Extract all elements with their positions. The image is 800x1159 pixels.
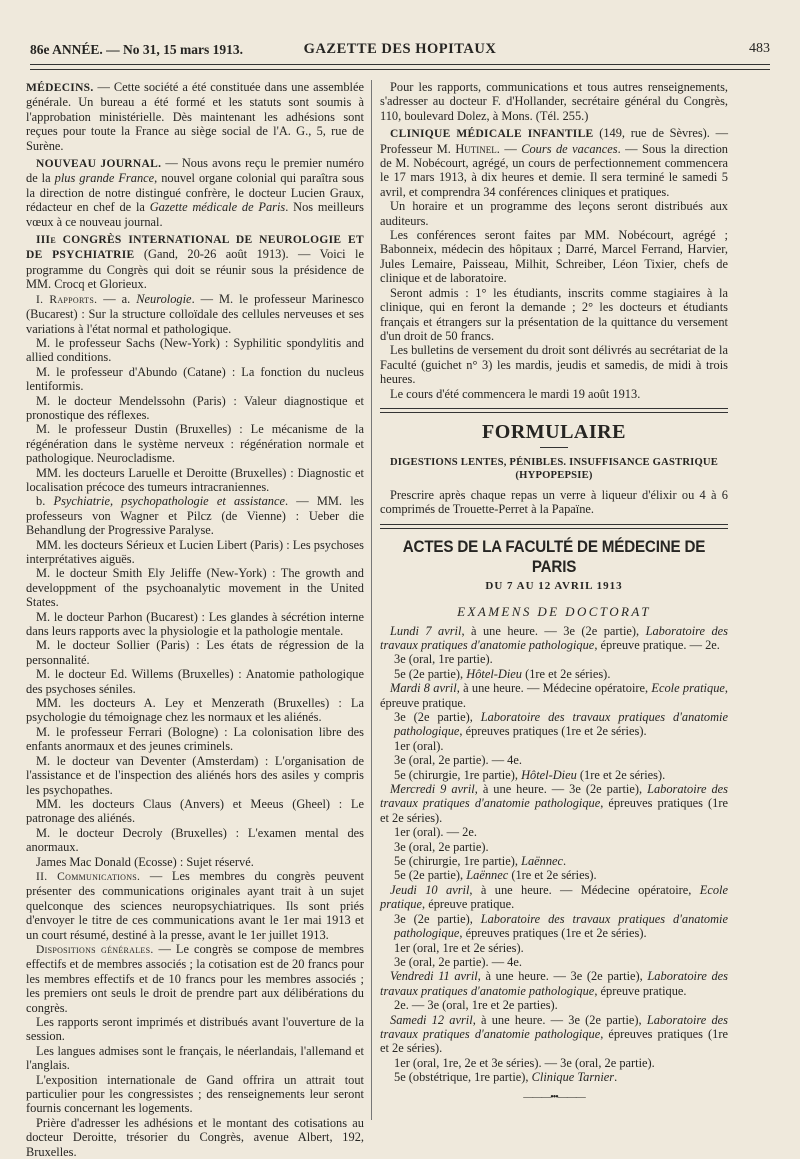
list-item: Prière d'adresser les adhésions et le montant des cotisations au docteur Deroitte, trésorier du Congrès, avenue Albert, 192, Bruxelles. xyxy=(26,1115,364,1159)
list-item: M. le professeur d'Abundo (Catane) : La fonction du nucleus lentiformis. xyxy=(26,364,364,394)
exam-day: Mardi 8 avril xyxy=(390,681,457,696)
exam-text: , épreuve pratique. xyxy=(422,897,515,912)
exam-text: 3e (oral, 2e partie). — 4e. xyxy=(394,954,522,969)
list-item: Le cours d'été commencera le mardi 19 août 1913. xyxy=(390,386,641,401)
exam-text: . xyxy=(614,1070,618,1085)
exam-day: Jeudi 10 avril xyxy=(390,882,470,897)
paragraph-text: — Cette société a été constituée dans une assemblée générale. Un bureau a été formé et les statuts sont soumis à l'approbation ministérielle. Dès maintenant les adhésions sont reçues pour toute la France au siège social de l'A. G., 5, rue de Surène. xyxy=(26,80,364,153)
paragraph-text: . — M. le professeur Marinesco (Bucarest) : Sur la structure colloïdale des cellules nerveuses et ses variations à l'état normal et pathologique. xyxy=(26,291,364,336)
exam-text: 5e (chirurgie, 1re partie), xyxy=(394,854,522,869)
list-item: M. le professeur Ferrari (Bologne) : La colonisation libre des enfants anormaux et des jeunes criminels. xyxy=(26,724,364,754)
formulaire-title: FORMULAIRE xyxy=(482,420,626,443)
paragraph-text: . — xyxy=(496,141,522,156)
actes-title: ACTES DE LA FACULTÉ DE MÉDECINE DE PARIS xyxy=(402,537,706,576)
exam-text: 2e. — 3e (oral, 1re et 2e parties). xyxy=(394,998,558,1013)
exam-text: 5e (chirurgie, 1re partie), xyxy=(394,767,522,782)
italic-text: Psychiatrie, psychopathologie et assistance xyxy=(53,494,285,509)
exam-text: , épreuve pratique. xyxy=(594,983,687,998)
section-rule xyxy=(380,524,728,529)
exam-text: 1er (oral, 1re et 2e séries). xyxy=(394,940,524,955)
actes-date: DU 7 AU 12 AVRIL 1913 xyxy=(485,579,623,592)
exam-line xyxy=(380,969,728,998)
paragraph: Pour les rapports, communications et tous autres renseignements, s'adresser au docteur F. d'Hollander, secrétaire général du Congrès, 110, boulevard Dolez, à Mons. (Tél. 255.) xyxy=(380,80,728,123)
italic-text: Gazette médicale de Paris xyxy=(149,200,286,215)
exam-text: 1er (oral). — 2e. xyxy=(394,825,477,840)
paragraph-text: . Nos meilleurs vœux à ce nouveau journal. xyxy=(26,200,364,229)
exam-text: 1er (oral). xyxy=(394,738,444,753)
paragraph xyxy=(26,292,364,336)
exam-text: , à une heure. — 3e (2e partie), xyxy=(461,623,646,638)
exam-location: Laboratoire des travaux pratiques d'anatomie pathologique xyxy=(380,623,729,652)
exam-text: (1re et 2e séries). xyxy=(576,767,666,782)
page-number: 483 xyxy=(749,41,770,56)
paragraph-text: — Le congrès se compose de membres effectifs et de membres associés ; la cotisation est de 20 francs pour les membres effectifs et de 10 francs pour les membres associés ; les premiers ont seuls le droit de prendre part aux délibérations du congrès. xyxy=(26,941,364,1015)
exam-text: . xyxy=(563,854,567,869)
exam-line xyxy=(380,710,728,739)
exam-text: , épreuves pratiques (1re et 2e séries). xyxy=(380,796,728,825)
list-item: James Mac Donald (Ecosse) : Sujet réservé. xyxy=(36,854,254,869)
exam-line xyxy=(380,912,728,941)
section-rule xyxy=(380,408,728,413)
list-item: Les bulletins de versement du droit sont délivrés au secrétariat de la Faculté (guichet n° 3) les mardis, jeudis et samedis, de midi à trois heures. xyxy=(380,343,728,387)
paragraph xyxy=(26,80,364,153)
exam-day: Vendredi 11 avril xyxy=(390,969,478,984)
exam-day: Mercredi 9 avril xyxy=(390,782,475,797)
left-column xyxy=(26,80,364,1159)
list-item: M. le docteur Parhon (Bucarest) : Les glandes à sécrétion interne dans leurs rapports avec la physiologie et la pathologie mentale. xyxy=(26,609,364,639)
section-label: IIIe CONGRÈS INTERNATIONAL DE NEUROLOGIE ET DE PSYCHIATRIE xyxy=(26,234,364,262)
exam-line xyxy=(380,955,728,969)
list-item: L'exposition internationale de Gand offrira un attrait tout particulier pour les congressistes ; des renseignements leur seront fournis concernant les logements. xyxy=(26,1072,364,1116)
exam-line xyxy=(380,739,728,753)
italic-text: Cours de vacances xyxy=(521,141,618,156)
list-item: M. le docteur Ed. Willems (Bruxelles) : Anatomie pathologique des psychoses séniles. xyxy=(26,667,364,696)
section-label: MÉDECINS. xyxy=(26,82,94,94)
exam-text: 3e (oral, 1re partie). xyxy=(394,652,493,667)
exam-day: Samedi 12 avril xyxy=(390,1012,473,1027)
exam-line xyxy=(380,998,728,1012)
exam-line xyxy=(380,840,728,854)
exam-line xyxy=(380,624,728,653)
exam-text: , épreuves pratiques (1re et 2e séries). xyxy=(380,1026,728,1056)
list-item: MM. les docteurs Laruelle et Deroitte (Bruxelles) : Diagnostic et localisation précoce des tumeurs intracraniennes. xyxy=(26,465,364,494)
exam-text: 1er (oral, 1re, 2e et 3e séries). — 3e (oral, 2e partie). xyxy=(394,1055,655,1070)
exam-text: , à une heure. — Médecine opératoire, xyxy=(469,882,700,897)
list-item: MM. les docteurs Sérieux et Lucien Libert (Paris) : Les psychoses interprétatives aiguës. xyxy=(26,537,364,566)
exam-text: 3e (2e partie), xyxy=(394,911,481,926)
exam-location: Hôtel-Dieu xyxy=(466,666,522,681)
header-rule xyxy=(30,64,770,70)
exam-text: 5e (2e partie), xyxy=(394,868,467,883)
list-item: MM. les docteurs A. Ley et Menzerath (Bruxelles) : La psychologie du témoignage chez les normaux et les aliénés. xyxy=(26,696,364,725)
exam-text: , à une heure. — Médecine opératoire, xyxy=(456,681,652,696)
exam-text: , à une heure. — 3e (2e partie), xyxy=(477,969,648,984)
exam-location: Ecole pratique xyxy=(651,681,725,696)
section-label: NOUVEAU JOURNAL. xyxy=(36,158,162,171)
exam-text: (1re et 2e séries). xyxy=(508,868,597,883)
professor-name: Hutinel xyxy=(455,141,497,156)
exam-text: 3e (oral, 2e partie). xyxy=(394,839,489,854)
exam-day: Lundi 7 avril xyxy=(390,623,462,638)
paragraph-text: . — MM. les professeurs von Wagner et Pilcz (de Vienne) : Ueber die Behandlung der Progressive Paralyse. xyxy=(26,494,364,538)
exam-location: Ecole pratique xyxy=(380,882,728,912)
paragraph-text: — a. xyxy=(97,291,137,306)
exam-line xyxy=(380,941,728,955)
list-item: M. le docteur Mendelssohn (Paris) : Valeur diagnostique et pronostique des réflexes. xyxy=(26,393,364,422)
section-label: I. Rapports. xyxy=(36,293,98,306)
exam-location: Laboratoire des travaux pratiques d'anatomie pathologique xyxy=(394,911,728,941)
exam-text: , à une heure. — 3e (2e partie), xyxy=(472,1012,647,1027)
exam-list xyxy=(380,624,728,1085)
exam-line xyxy=(380,1056,728,1070)
section-label: Dispositions générales. xyxy=(36,943,154,956)
exam-line xyxy=(380,768,728,782)
paragraph-text: — Nous avons reçu le premier numéro de la xyxy=(26,156,364,186)
exam-line xyxy=(380,782,728,825)
page-header xyxy=(30,38,770,60)
paragraph-text: b. xyxy=(36,494,54,509)
paragraph-text: (149, rue de Sèvres). — Professeur M. xyxy=(380,126,728,156)
paragraph xyxy=(26,494,364,537)
paragraph xyxy=(380,126,728,199)
exam-line xyxy=(380,825,728,839)
journal-title: GAZETTE DES HOPITAUX xyxy=(303,41,497,57)
examens-title: EXAMENS DE DOCTORAT xyxy=(457,604,651,620)
exam-location: Clinique Tarnier xyxy=(531,1070,615,1085)
list-item: M. le docteur van Deventer (Amsterdam) : L'organisation de l'assistance et de l'inspection des aliénés hors des asiles y compris les psychopathes. xyxy=(26,753,364,797)
formulaire-subheading: DIGESTIONS LENTES, PÉNIBLES. INSUFFISANCE GASTRIQUE (HYPOPEPSIE) xyxy=(389,456,719,481)
exam-text: , à une heure. — 3e (2e partie), xyxy=(474,782,648,797)
exam-text: 3e (2e partie), xyxy=(394,710,481,724)
list-item: M. le docteur Decroly (Bruxelles) : L'examen mental des anormaux. xyxy=(26,825,364,855)
exam-location: Laënnec xyxy=(521,854,564,869)
exam-line xyxy=(380,753,728,767)
list-item: Les langues admises sont le français, le néerlandais, l'allemand et l'anglais. xyxy=(26,1043,364,1073)
list-item: Les conférences seront faites par MM. Nobécourt, agrégé ; Babonneix, médecin des hôpitaux ; Darré, Marcel Ferrand, Harvier, Jules Lemaire, Paisseau, Milhit, Schreiber, Léon Tixier, chefs de clinique et de laboratoire. xyxy=(380,228,728,286)
list-item: M. le professeur Sachs (New-York) : Syphilitic spondylitis and allied conditions. xyxy=(26,335,364,365)
list-item: Seront admis : 1° les étudiants, inscrits comme stagiaires à la clinique, qui en feront la demande ; 2° les docteurs et étudiants français et étrangers sur la présentation de la quittance du versement d'un droit de 50 francs. xyxy=(380,285,728,343)
exam-location: Laënnec xyxy=(466,868,509,883)
paragraph xyxy=(26,942,364,1015)
list-item: M. le professeur Dustin (Bruxelles) : Le mécanisme de la régénération dans le système nerveux : régénération normale et pathologique. Neurocladisme. xyxy=(26,422,364,466)
exam-location: Laboratoire des travaux pratiques d'anatomie pathologique xyxy=(394,710,728,739)
short-rule xyxy=(540,447,568,448)
list-item: MM. les docteurs Claus (Anvers) et Meeus (Gheel) : Le patronage des aliénés. xyxy=(26,796,364,826)
list-item: M. le docteur Smith Ely Jeliffe (New-York) : The growth and developpment of the psychoanalytic movement in the United States. xyxy=(26,566,364,610)
exam-text: , épreuves pratiques (1re et 2e séries). xyxy=(459,926,647,941)
section-label: CLINIQUE MÉDICALE INFANTILE xyxy=(390,128,594,141)
right-column xyxy=(380,80,728,1105)
exam-line xyxy=(380,1013,728,1056)
paragraph xyxy=(26,232,364,292)
exam-line xyxy=(380,868,728,882)
exam-location: Laboratoire des travaux pratiques d'anatomie pathologique xyxy=(380,969,729,998)
exam-text: , épreuve pratique. — 2e. xyxy=(594,637,720,652)
list-item: Un horaire et un programme des leçons seront distribués aux auditeurs. xyxy=(380,199,728,228)
column-divider xyxy=(371,80,372,1120)
exam-line xyxy=(380,681,728,710)
exam-text: 5e (2e partie), xyxy=(394,666,467,681)
paragraph-text: — Les membres du congrès peuvent présenter des communications originales ayant trait à un sujet quelconque des sciences neuropsychiatriques. Ils sont priés d'envoyer le titre de ces communications avant le 1er mai 1913 et un court résumé, destiné à la presse, avant le 1er juillet 1913. xyxy=(26,868,364,942)
section-label: II. Communications. xyxy=(36,870,141,883)
exam-line xyxy=(380,667,728,681)
exam-line xyxy=(380,854,728,868)
paragraph xyxy=(26,156,364,229)
exam-text: 3e (oral, 2e partie). — 4e. xyxy=(394,753,522,768)
exam-text: (1re et 2e séries). xyxy=(522,666,611,681)
paragraph-text: . — Sous la direction de M. Nobécourt, agrégé, un cours de perfectionnement commencera le 17 mars 1913, à dix heures et demie. Il sera terminé le samedi 5 avril, et comprendra 34 conférences cliniques et pratiques. xyxy=(380,141,728,199)
exam-line xyxy=(380,883,728,912)
italic-text: plus grande France xyxy=(54,171,155,186)
paragraph-text: , nouvel organe colonial qui paraîtra sous la direction de notre distingué confrère, le docteur Lucien Graux, rédacteur en chef de la xyxy=(26,171,364,215)
exam-location: Laboratoire des travaux pratiques d'anatomie pathologique xyxy=(380,1012,729,1041)
formulaire-text: Prescrire après chaque repas un verre à liqueur d'élixir ou 4 à 6 comprimés de Trouette-Perret à la Papaïne. xyxy=(380,487,728,517)
exam-line xyxy=(380,652,728,666)
exam-text: , épreuve pratique. xyxy=(380,681,729,710)
paragraph xyxy=(26,869,364,942)
exam-location: Laboratoire des travaux pratiques d'anatomie pathologique xyxy=(380,782,728,811)
exam-text: 5e (obstétrique, 1re partie), xyxy=(394,1070,532,1085)
exam-line xyxy=(380,1070,728,1084)
exam-text: , épreuves pratiques (1re et 2e séries). xyxy=(459,724,647,739)
list-item: M. le docteur Sollier (Paris) : Les états de régression de la personnalité. xyxy=(26,638,364,667)
italic-text: Neurologie xyxy=(136,291,192,306)
list-item: Les rapports seront imprimés et distribués avant l'ouverture de la session. xyxy=(26,1015,364,1044)
paragraph-text: (Gand, 20-26 août 1913). — Voici le programme du Congrès qui doit se réunir sous la présidence de MM. Crocq et Glorieux. xyxy=(26,247,364,292)
exam-location: Hôtel-Dieu xyxy=(521,767,577,782)
ornament-divider: ———•••——— xyxy=(523,1091,585,1103)
issue-line: 86e ANNÉE. — No 31, 15 mars 1913. xyxy=(30,42,243,57)
